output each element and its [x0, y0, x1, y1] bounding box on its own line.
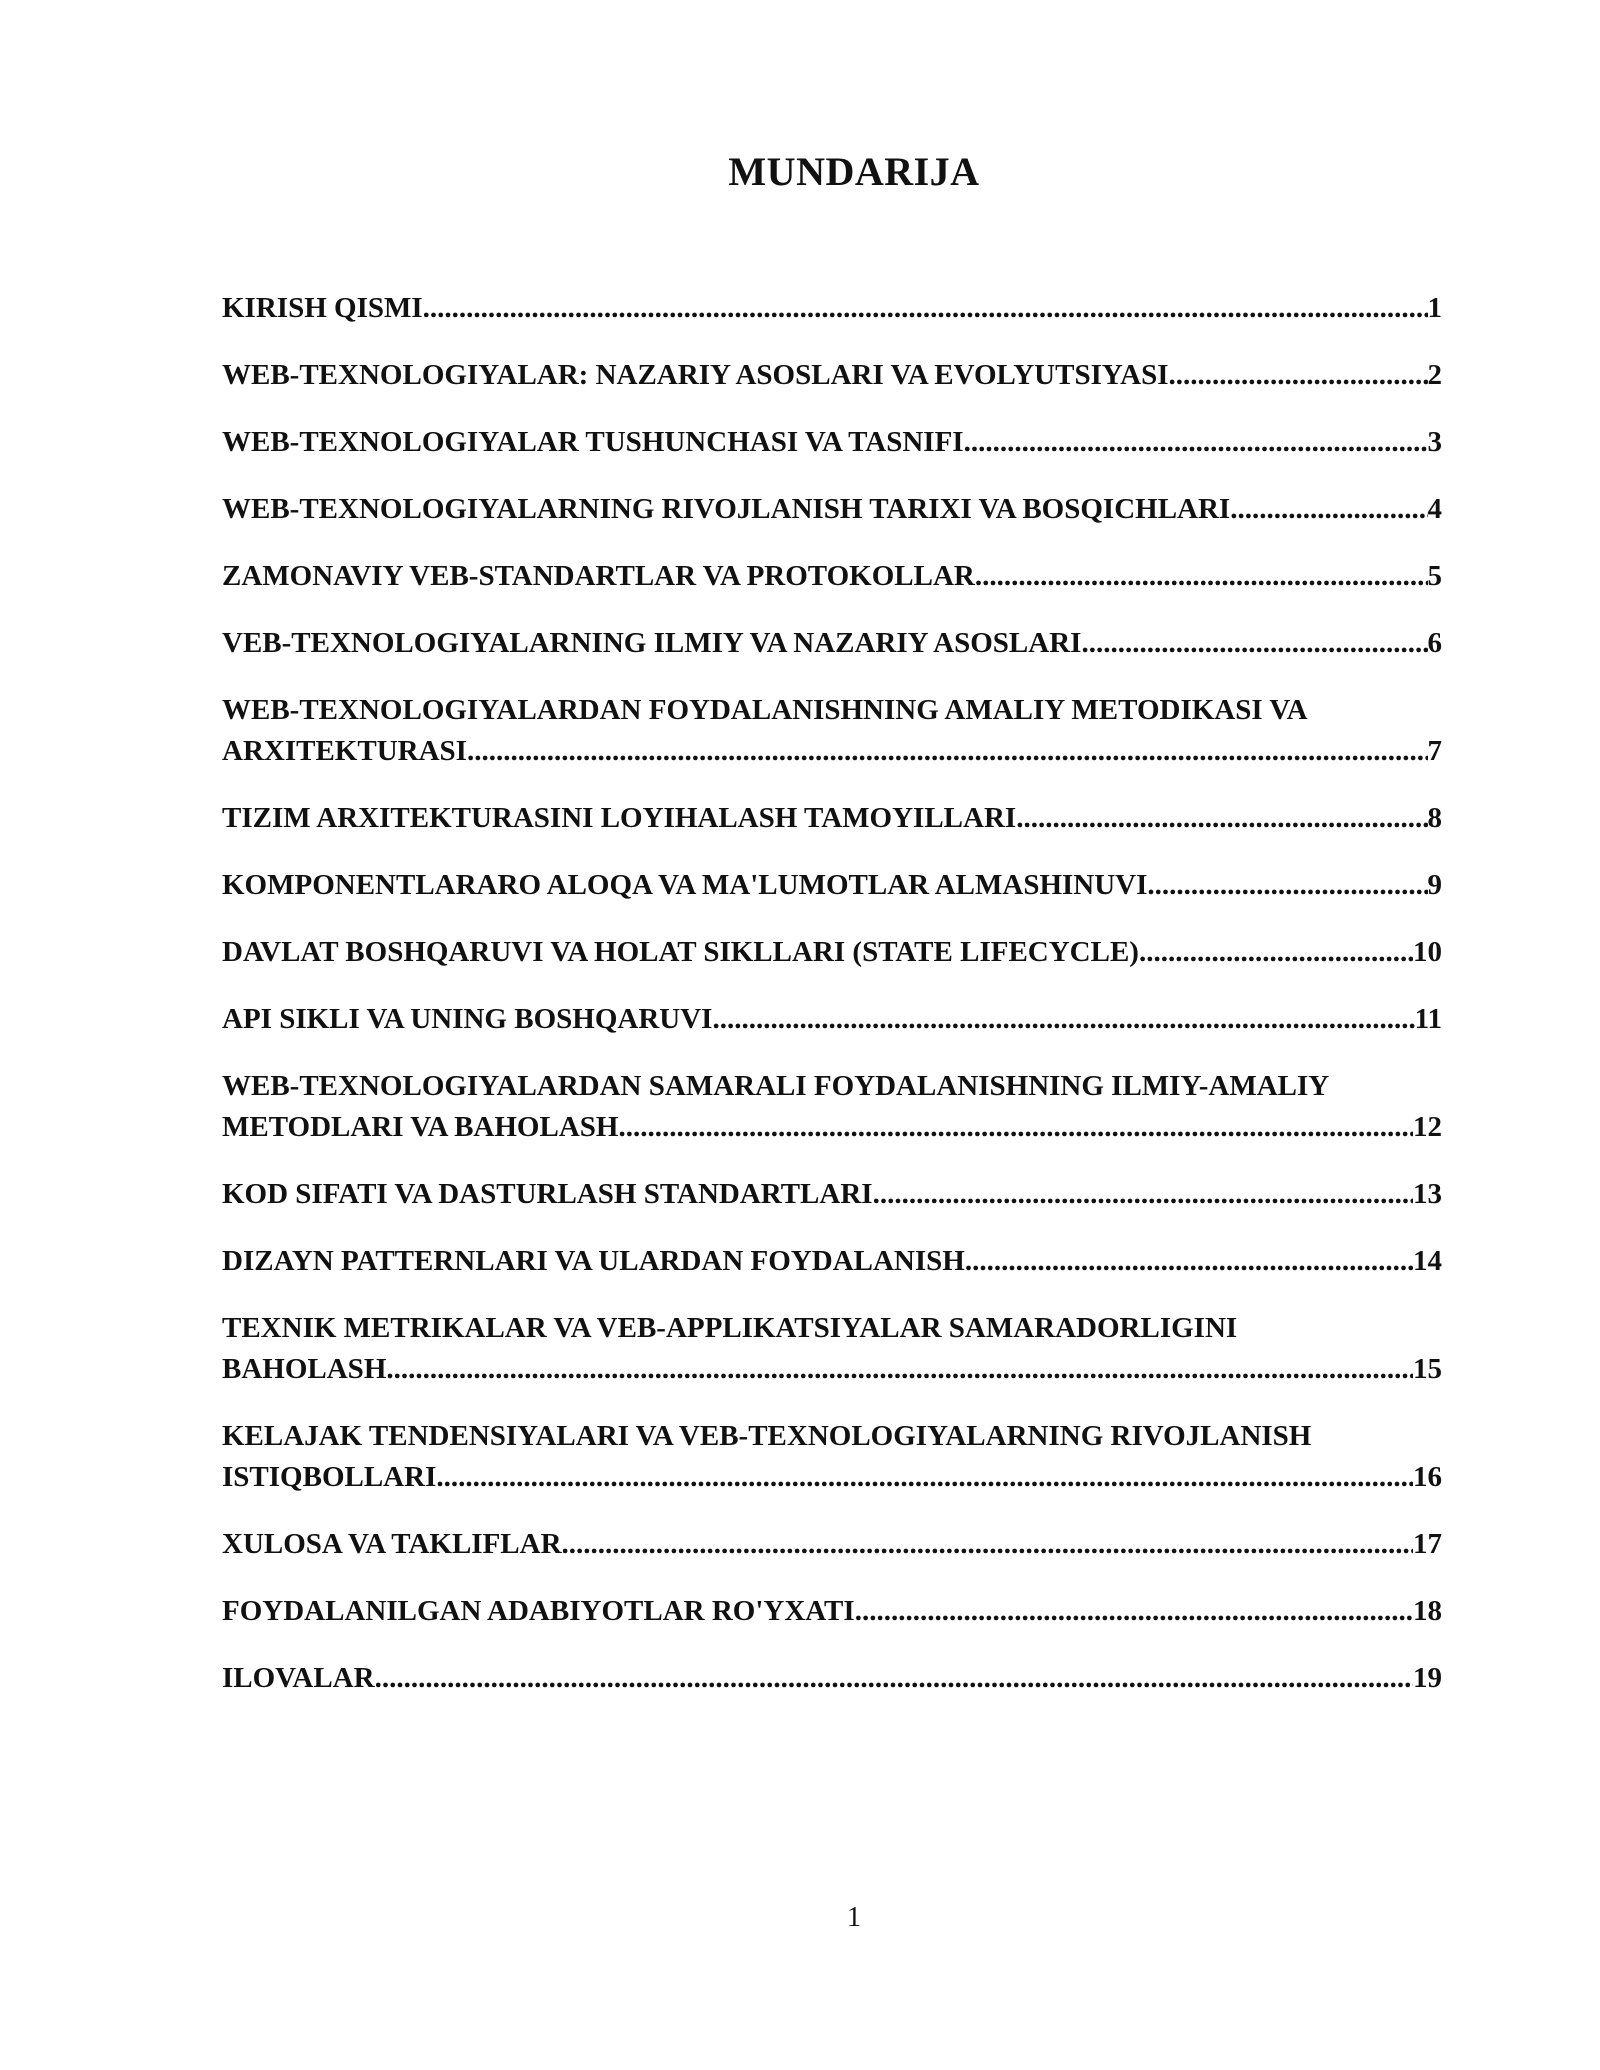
page-number: 1 — [847, 1902, 861, 1933]
toc-dot-leader — [1169, 355, 1428, 396]
toc-entry-title: XULOSA VA TAKLIFLAR — [222, 1528, 562, 1560]
page-title: MUNDARIJA — [728, 149, 980, 194]
toc-entry-title: DIZAYN PATTERNLARI VA ULARDAN FOYDALANISH — [222, 1245, 965, 1277]
toc-entry[interactable] — [222, 865, 1442, 906]
toc-entry[interactable] — [222, 1658, 1442, 1699]
toc-entry[interactable] — [222, 288, 1442, 329]
toc-dot-leader — [1139, 932, 1413, 973]
toc-dot-leader — [965, 1241, 1413, 1282]
toc-entry-page: 17 — [1413, 1528, 1442, 1560]
toc-dot-leader — [975, 556, 1428, 597]
toc-entry-page: 18 — [1413, 1595, 1442, 1627]
toc-entry-line — [222, 623, 1442, 664]
toc-entry[interactable] — [222, 690, 1442, 772]
toc-dot-leader — [1016, 798, 1427, 839]
table-of-contents — [222, 288, 1442, 1725]
toc-dot-leader — [467, 731, 1428, 772]
toc-dot-leader — [436, 1457, 1413, 1498]
toc-entry[interactable] — [222, 422, 1442, 463]
toc-entry[interactable] — [222, 623, 1442, 664]
toc-entry-line — [222, 489, 1442, 530]
toc-entry-page: 14 — [1413, 1245, 1442, 1277]
toc-entry-page: 12 — [1413, 1111, 1442, 1143]
toc-dot-leader — [386, 1349, 1413, 1390]
toc-entry-title: WEB-TEXNOLOGIYALAR: NAZARIY ASOSLARI VA EVOLYUTSIYASI — [222, 359, 1169, 391]
toc-entry-title: TEXNIK METRIKALAR VA VEB-APPLIKATSIYALAR SAMARADORLIGINI — [222, 1312, 1238, 1344]
toc-dot-leader — [562, 1524, 1413, 1565]
toc-entry[interactable] — [222, 1241, 1442, 1282]
toc-entry-page: 15 — [1413, 1353, 1442, 1385]
toc-entry[interactable] — [222, 1524, 1442, 1565]
toc-dot-leader — [1230, 489, 1427, 530]
toc-entry-line — [222, 1107, 1442, 1148]
toc-entry-page: 19 — [1413, 1662, 1442, 1694]
toc-dot-leader — [618, 1107, 1413, 1148]
toc-entry-line — [222, 288, 1442, 329]
toc-entry[interactable] — [222, 1066, 1442, 1148]
toc-entry-title: API SIKLI VA UNING BOSHQARUVI — [222, 1003, 713, 1035]
toc-entry[interactable] — [222, 798, 1442, 839]
toc-entry-title: ISTIQBOLLARI — [222, 1461, 437, 1493]
toc-entry-line — [222, 999, 1442, 1040]
toc-dot-leader — [375, 1658, 1413, 1699]
toc-dot-leader — [964, 422, 1428, 463]
toc-entry-title: WEB-TEXNOLOGIYALARNING RIVOJLANISH TARIXI VA BOSQICHLARI — [222, 493, 1231, 525]
toc-entry-line — [222, 798, 1442, 839]
toc-entry-title: BAHOLASH — [222, 1353, 387, 1385]
toc-entry[interactable] — [222, 556, 1442, 597]
toc-entry-line — [222, 932, 1442, 973]
toc-dot-leader — [873, 1174, 1413, 1215]
toc-entry-line — [222, 422, 1442, 463]
toc-entry-title: VEB-TEXNOLOGIYALARNING ILMIY VA NAZARIY ASOSLARI — [222, 627, 1082, 659]
toc-entry[interactable] — [222, 932, 1442, 973]
toc-entry-line — [222, 1174, 1442, 1215]
toc-entry-page: 6 — [1427, 627, 1442, 659]
toc-entry[interactable] — [222, 1174, 1442, 1215]
toc-entry-line — [222, 1457, 1442, 1498]
toc-entry-page: 1 — [1427, 292, 1442, 324]
toc-dot-leader — [423, 288, 1428, 329]
toc-entry-page: 3 — [1427, 426, 1442, 458]
toc-entry-line — [222, 1524, 1442, 1565]
toc-entry[interactable] — [222, 999, 1442, 1040]
toc-entry-line — [222, 1241, 1442, 1282]
toc-dot-leader — [855, 1591, 1413, 1632]
toc-entry-title: KOD SIFATI VA DASTURLASH STANDARTLARI — [222, 1178, 873, 1210]
toc-entry-title: WEB-TEXNOLOGIYALAR TUSHUNCHASI VA TASNIFI — [222, 426, 964, 458]
toc-entry-page: 11 — [1414, 1003, 1442, 1035]
toc-entry-title: KOMPONENTLARARO ALOQA VA MA'LUMOTLAR ALMASHINUVI — [222, 869, 1148, 901]
toc-entry-title: ILOVALAR — [222, 1662, 375, 1694]
toc-entry-page: 10 — [1413, 936, 1442, 968]
toc-entry-page: 16 — [1413, 1461, 1442, 1493]
toc-entry-title: KIRISH QISMI — [222, 292, 423, 324]
toc-entry-title: METODLARI VA BAHOLASH — [222, 1111, 619, 1143]
toc-entry-title: DAVLAT BOSHQARUVI VA HOLAT SIKLLARI (STATE LIFECYCLE) — [222, 936, 1139, 968]
toc-entry[interactable] — [222, 1416, 1442, 1498]
toc-entry[interactable] — [222, 489, 1442, 530]
toc-entry[interactable] — [222, 355, 1442, 396]
toc-entry-line — [222, 556, 1442, 597]
toc-entry-title: ZAMONAVIY VEB-STANDARTLAR VA PROTOKOLLAR — [222, 560, 975, 592]
toc-entry-line — [222, 731, 1442, 772]
toc-entry-line — [222, 865, 1442, 906]
toc-entry-line — [222, 1349, 1442, 1390]
toc-entry-title: FOYDALANILGAN ADABIYOTLAR RO'YXATI — [222, 1595, 855, 1627]
toc-entry-page: 8 — [1427, 802, 1442, 834]
toc-entry-title: WEB-TEXNOLOGIYALARDAN SAMARALI FOYDALANISHNING ILMIY-AMALIY — [222, 1070, 1330, 1102]
toc-entry-page: 2 — [1427, 359, 1442, 391]
toc-entry-page: 9 — [1427, 869, 1442, 901]
toc-entry-page: 7 — [1427, 735, 1442, 767]
toc-entry-page: 13 — [1413, 1178, 1442, 1210]
toc-dot-leader — [1081, 623, 1427, 664]
toc-entry-title: TIZIM ARXITEKTURASINI LOYIHALASH TAMOYILLARI — [222, 802, 1017, 834]
toc-entry-title: WEB-TEXNOLOGIYALARDAN FOYDALANISHNING AMALIY METODIKASI VA — [222, 694, 1308, 726]
toc-entry-line — [222, 1591, 1442, 1632]
toc-entry-page: 5 — [1427, 560, 1442, 592]
toc-entry[interactable] — [222, 1308, 1442, 1390]
toc-entry[interactable] — [222, 1591, 1442, 1632]
toc-entry-title: KELAJAK TENDENSIYALARI VA VEB-TEXNOLOGIYALARNING RIVOJLANISH — [222, 1420, 1312, 1452]
toc-entry-page: 4 — [1427, 493, 1442, 525]
toc-entry-title: ARXITEKTURASI — [222, 735, 467, 767]
toc-dot-leader — [712, 999, 1414, 1040]
toc-entry-line — [222, 355, 1442, 396]
toc-entry-line — [222, 1658, 1442, 1699]
toc-dot-leader — [1147, 865, 1427, 906]
